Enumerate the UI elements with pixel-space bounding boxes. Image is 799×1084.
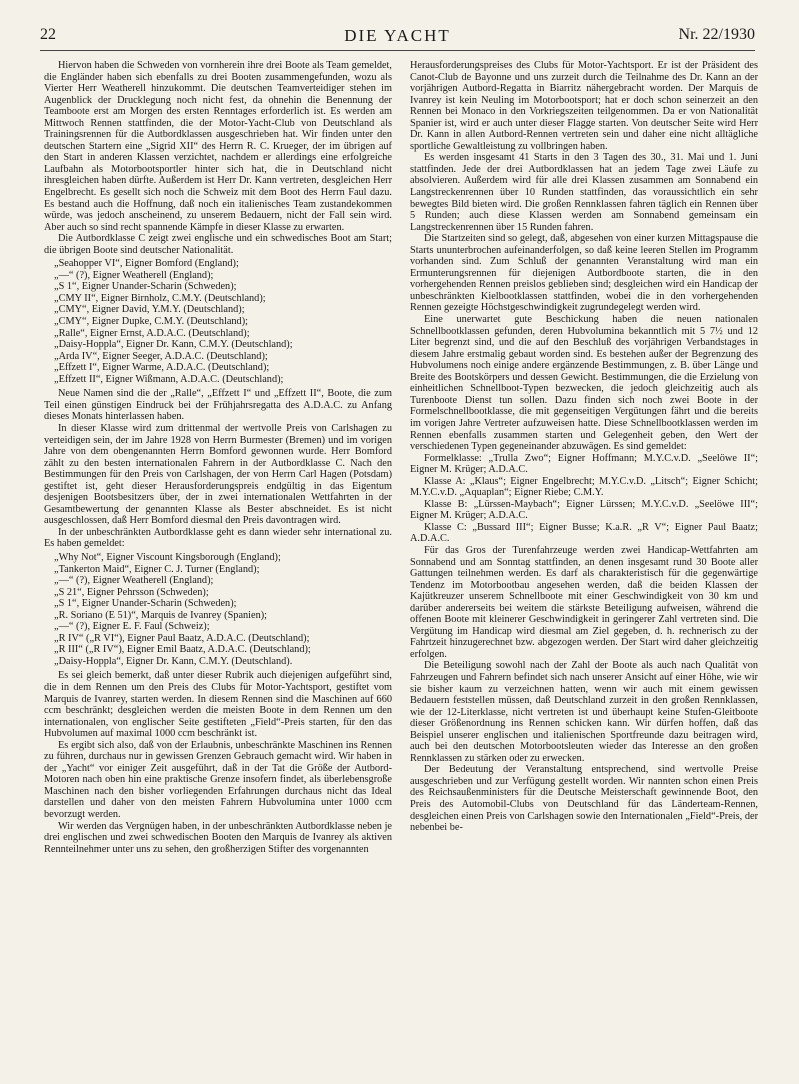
paragraph: Der Bedeutung der Veranstaltung entsprechend, sind wertvolle Preise ausgeschrieben und zur Verfügung gestellt worden. Wir nannten schon einen Preis des Reichsaußenministers für die Deutsche Meisterschaft gewinnende Boot, den Preis des Automobil-Clubs von Deutschland für das Länderteam-Rennen, desgleichen einen Preis von Carlshagen sowie den Internationalen „Field“-Preis, der nebenbei be-	[410, 764, 758, 834]
list-item: „—“ (?), Eigner E. F. Faul (Schweiz);	[54, 621, 210, 633]
paragraph: Es werden insgesamt 41 Starts in den 3 Tagen des 30., 31. Mai und 1. Juni stattfinden. Jede der drei Autbordklassen hat an jedem Tage zwei Läufe zu absolvieren. Außerdem wird für alle drei Klassen zusammen am Sonnabend ein Langstreckenrennen über 10 Runden stattfinden, das voraussichtlich ein sehr bewegtes Bild bieten wird. Die großen Rennklassen fahren täglich ein Rennen über 5 Runden; auch diese Klassen werden am Sonnabend gemeinsam ein Langstreckenrennen über 15 Runden fahren.	[410, 152, 758, 233]
issue-number: Nr. 22/1930	[678, 26, 755, 43]
list-item: „R III“ („R IV“), Eigner Emil Baatz, A.D.A.C. (Deutschland);	[54, 644, 311, 656]
paragraph: Die Autbordklasse C zeigt zwei englische und ein schwedisches Boot am Start; die übrigen Boote sind deutscher Nationalität.	[44, 233, 392, 256]
list-item: „S 1“, Eigner Unander-Scharin (Schweden);	[54, 281, 237, 293]
paragraph: Die Beteiligung sowohl nach der Zahl der Boote als auch nach Qualität von Fahrzeugen und Fahrern befindet sich nach unserer Ansicht auf einer Höhe, wie wir sie bisher kaum zu verzeichnen hatten, wenn wir auch mit einem gewissen Bedauern feststellen müssen, daß Deutschland zurzeit in den großen Rennklassen, wie der 12-Literklasse, nicht vertreten ist und überhaupt keine Stufen-Gleitboote dieser Größenordnung ins Rennen schicken kann. Wir dürfen hoffen, daß das Beispiel unserer englischen und italienischen Sportfreunde dazu beitragen wird, auch bei den deutschen Motorbootsleuten wieder das Interesse an den großen Rennklassen zu stärken oder zu erwecken.	[410, 660, 758, 764]
list-item: „CMY“, Eigner Dupke, C.M.Y. (Deutschland);	[54, 316, 248, 328]
paragraph: Für das Gros der Turenfahrzeuge werden zwei Handicap-Wettfahrten am Sonnabend und am Sonntag stattfinden, an denen insgesamt rund 30 Boote aller Gattungen teilnehmen werden. Es darf als charakteristisch für die gegenwärtige Tendenz im Motorbootbau angesehen werden, daß die beiden Klassen der Kajütkreuzer unserem Schnellboote mit einer Geschwindigkeit von 30 km und darüber andererseits bei weitem die stärkste Beteiligung aufweisen, während die offenen Boote mit kleinerer Geschwindigkeit in geringerer Zahl vertreten sind. Die Vergütung im Handicap wird diesmal am Ziel gegeben, d. h. rechnerisch zu der Fahrtzeit hinzugerechnet bzw. abgezogen werden. Der Start wird daher gleichzeitig erfolgen.	[410, 544, 758, 660]
page-header	[40, 26, 755, 50]
list-item: „Seahopper VI“, Eigner Bomford (England);	[54, 258, 239, 270]
paragraph: In dieser Klasse wird zum drittenmal der wertvolle Preis von Carlshagen zu verteidigen sein, der im Jahre 1928 von Herrn Burmester (Bremen) und im vorigen Jahre von dem obengenannten Herrn Bomford gewonnen wurde. Herr Bomford zählt zu den besten internationalen Fahrern in der Autbordklasse C. Nach den Bestimmungen für den Preis von Carlshagen, der von Herrn Carl Hagen (Potsdam) gestiftet ist, geht dieser Herausforderungspreis endgültig in das Eigentum desjenigen Bootsbesitzers über, der in zwei internationalen Wettfahrten in der Gesamtbewertung der genannten Klasse als Bester abschneidet. Es ist nicht ausgeschlossen, daß Herr Bomford diesmal den Preis davontragen wird.	[44, 422, 392, 527]
journal-title: DIE YACHT	[344, 26, 451, 45]
list-item: „Daisy-Hoppla“, Eigner Dr. Kann, C.M.Y. (Deutschland);	[54, 339, 293, 351]
list-item: „Effzett II“, Eigner Wißmann, A.D.A.C. (Deutschland);	[54, 373, 284, 385]
paragraph: Hiervon haben die Schweden von vornherein ihre drei Boote als Team gemeldet, die Engländer haben sich ebenfalls zu drei Booten zusammengefunden, wozu als Vierter Herr Weatherell hinzukommt. Die deutschen Teamverteidiger stehen im Augenblick der Drucklegung noch nicht fest, da ohnehin die Benennung der Teamboote erst am Morgen des ersten Renntages erforderlich ist. Es werden am Mittwoch Rennen stattfinden, die der Motor-Yacht-Club von Deutschland als Trainingsrennen für die Autbordklassen ausgeschrieben hat. Wir finden unter den deutschen Startern eine „Sigrid XII“ des Herrn R. C. Krueger, der im übrigen auf den Start in anderen Klassen verzichtet, nachdem er allerdings eine erfolgreiche Laufbahn als Motorbootsportler hinter sich hat, die in Deutschland nicht ihresgleichen haben dürfte. Außerdem ist Herr Dr. Kann vertreten, desgleichen Herr Engelbrecht. Es gesellt sich noch die Schweiz mit dem Boot des Herrn Faul dazu. Es bestand auch die Hoffnung, daß noch ein italienisches Team zustandekommen würde, was jedoch anscheinend, zu unserem Bedauern, nicht der Fall sein wird. Aber auch so sind recht spannende Kämpfe in dieser Klasse zu erwarten.	[44, 60, 392, 233]
paragraph: Eine unerwartet gute Beschickung haben die neuen nationalen Schnellbootklassen gefunden, deren Hubvolumina bekanntlich mit 5 7½ und 12 Liter begrenzt sind, und die auf den Beschluß des vorjährigen Verbandstages in diesem Jahre erstmalig gebaut worden sind. Es bestehen außer der Begrenzung des Hubvolumens noch einige andere ergänzende Bestimmungen, z. B. über Länge und Breite des Bootskörpers und dessen Gewicht. Bestimmungen, die die Erzielung von einheitlichen Schnellboot-Typen bezwecken, die jedoch gleichzeitig auch als Turenboote Dienst tun sollen. Dazu finden sich noch zwei Boote in der Formelschnellbootklasse, die mit gegenseitigen Vergütungen fährt und die bereits im vorigen Jahre Vertreter aufzuweisen hatte. Diese Schnellbootklassen werden im Rennen ebenfalls zusammen starten und Gelegenheit geben, den Wert der verschiedenen Typen gegeneinander abzuwägen. Es sind gemeldet:	[410, 314, 758, 453]
left-column	[44, 60, 392, 1072]
list-item: „S 21“, Eigner Pehrsson (Schweden);	[54, 586, 209, 598]
paragraph: Die Startzeiten sind so gelegt, daß, abgesehen von einer kurzen Mittagspause die Starts ununterbrochen aufeinanderfolgen, so daß keine leeren Stellen im Programm vorhanden sind. Zum Schluß der genannten Veranstaltung wird man ein Ermunterungsrennen für diejenigen Autbordboote starten, die in den vorhergehenden Rennen preislos geblieben sind; desgleichen wird ein Handicap der unbeschränkten Kielbootklassen stattfinden, wobei die in den vorhergehenden Rennen gezeigte Höchstgeschwindigkeit zugrundegelegt werden wird.	[410, 233, 758, 314]
class-entry: Klasse A: „Klaus“; Eigner Engelbrecht; M.Y.C.v.D. „Litsch“; Eigner Schicht; M.Y.C.v.D. „Aquaplan“; Eigner Riebe; C.M.Y.	[410, 475, 758, 499]
list-item: „—“ (?), Eigner Weatherell (England);	[54, 575, 214, 587]
header-rule	[40, 50, 755, 51]
paragraph: In der unbeschränkten Autbordklasse geht es dann wieder sehr international zu. Es haben gemeldet:	[44, 526, 392, 550]
list-item: „—“ (?), Eigner Weatherell (England);	[54, 269, 214, 281]
list-item: „Tankerton Maid“, Eigner C. J. Turner (England);	[54, 563, 260, 575]
list-item: „Why Not“, Eigner Viscount Kingsborough (England);	[54, 551, 281, 563]
list-item: „S 1“, Eigner Unander-Scharin (Schweden);	[54, 598, 237, 610]
entry-list-class-c	[44, 258, 392, 385]
list-item: „R. Soriano (E 51)“, Marquis de Ivanrey (Spanien);	[54, 609, 268, 621]
list-item: „CMY II“, Eigner Birnholz, C.M.Y. (Deutschland);	[54, 292, 266, 304]
list-item: „Daisy-Hoppla“, Eigner Dr. Kann, C.M.Y. (Deutschland).	[54, 655, 293, 667]
paragraph: Wir werden das Vergnügen haben, in der unbeschränkten Autbordklasse neben je drei englischen und zwei schwedischen Booten den Marquis de Ivanrey als aktiven Rennteilnehmer unter uns zu sehen, den großherzigen Stifter des vorgenannten	[44, 820, 392, 855]
entry-list-unlimited	[44, 552, 392, 667]
page-number: 22	[40, 26, 56, 43]
list-item: „Effzett I“, Eigner Warme, A.D.A.C. (Deutschland);	[54, 362, 270, 374]
paragraph: Neue Namen sind die der „Ralle“, „Effzett I“ und „Effzett II“, Boote, die zum Teil einen günstigen Eindruck bei der Frühjahrsregatta des A.D.A.C. zu Anfang dieses Monats hinterlassen haben.	[44, 388, 392, 423]
paragraph: Herausforderungspreises des Clubs für Motor-Yachtsport. Er ist der Präsident des Canot-Club de Bayonne und uns zurzeit durch die Teilnahme des Dr. Kann an der vorjährigen Autbord-Regatta in Biarritz nähergebracht worden. Der Marquis de Ivanrey ist kein Neuling im Motorbootsport; hat er doch schon seinerzeit an den Rennen bei Monaco in den Vorkriegszeiten teilgenommen. Da er von Nationalität Spanier ist, wird er auch unter dieser Flagge starten. Von deutscher Seite wird Herr Dr. Kann in allen Autbord-Rennen vertreten sein und daher eine nicht alltägliche sportliche Gewaltleistung zu vollbringen haben.	[410, 60, 758, 152]
list-item: „Arda IV“, Eigner Seeger, A.D.A.C. (Deutschland);	[54, 350, 268, 362]
right-column	[410, 60, 758, 1072]
class-entry: Klasse B: „Lürssen-Maybach“; Eigner Lürssen; M.Y.C.v.D. „Seelöwe III“; Eigner M. Krüger; A.D.A.C.	[410, 498, 758, 522]
paragraph: Es ergibt sich also, daß von der Erlaubnis, unbeschränkte Maschinen ins Rennen zu führen, durchaus nur in gewissen Grenzen Gebrauch gemacht wird. Wir haben in der „Yacht“ vor einiger Zeit ausgeführt, daß in der Tat die Größe der Autbord-Motoren nach oben hin eine praktische Grenze insofern findet, als überlebensgroße Maschinen nach den bisher vorliegenden Erfahrungen durchaus nicht das Ideal darstellen und daher von den meisten Fahrern Hubvolumina unter 1000 ccm bevorzugt werden.	[44, 739, 392, 820]
list-item: „R IV“ („R VI“), Eigner Paul Baatz, A.D.A.C. (Deutschland);	[54, 632, 310, 644]
list-item: „Ralle“, Eigner Ernst, A.D.A.C. (Deutschland);	[54, 327, 250, 339]
list-item: „CMY“, Eigner David, Y.M.Y. (Deutschland);	[54, 304, 245, 316]
paragraph: Es sei gleich bemerkt, daß unter dieser Rubrik auch diejenigen aufgeführt sind, die in dem Rennen um den Preis des Clubs für Motor-Yachtsport, gestiftet vom Marquis de Ivanrey, starten werden. In diesem Rennen sind die Maschinen auf 660 ccm beschränkt; desgleichen werden die meisten Boote in dem Rennen um den internationalen, von englischer Seite gestifteten „Field“-Preis starten, für den das Hubvolumen auf maximal 1000 ccm beschränkt ist.	[44, 670, 392, 740]
class-entry: Klasse C: „Bussard III“; Eigner Busse; K.a.R. „R V“; Eigner Paul Baatz; A.D.A.C.	[410, 521, 758, 545]
class-entry: Formelklasse: „Trulla Zwo“; Eigner Hoffmann; M.Y.C.v.D. „Seelöwe II“; Eigner M. Krüger; A.D.A.C.	[410, 452, 758, 476]
